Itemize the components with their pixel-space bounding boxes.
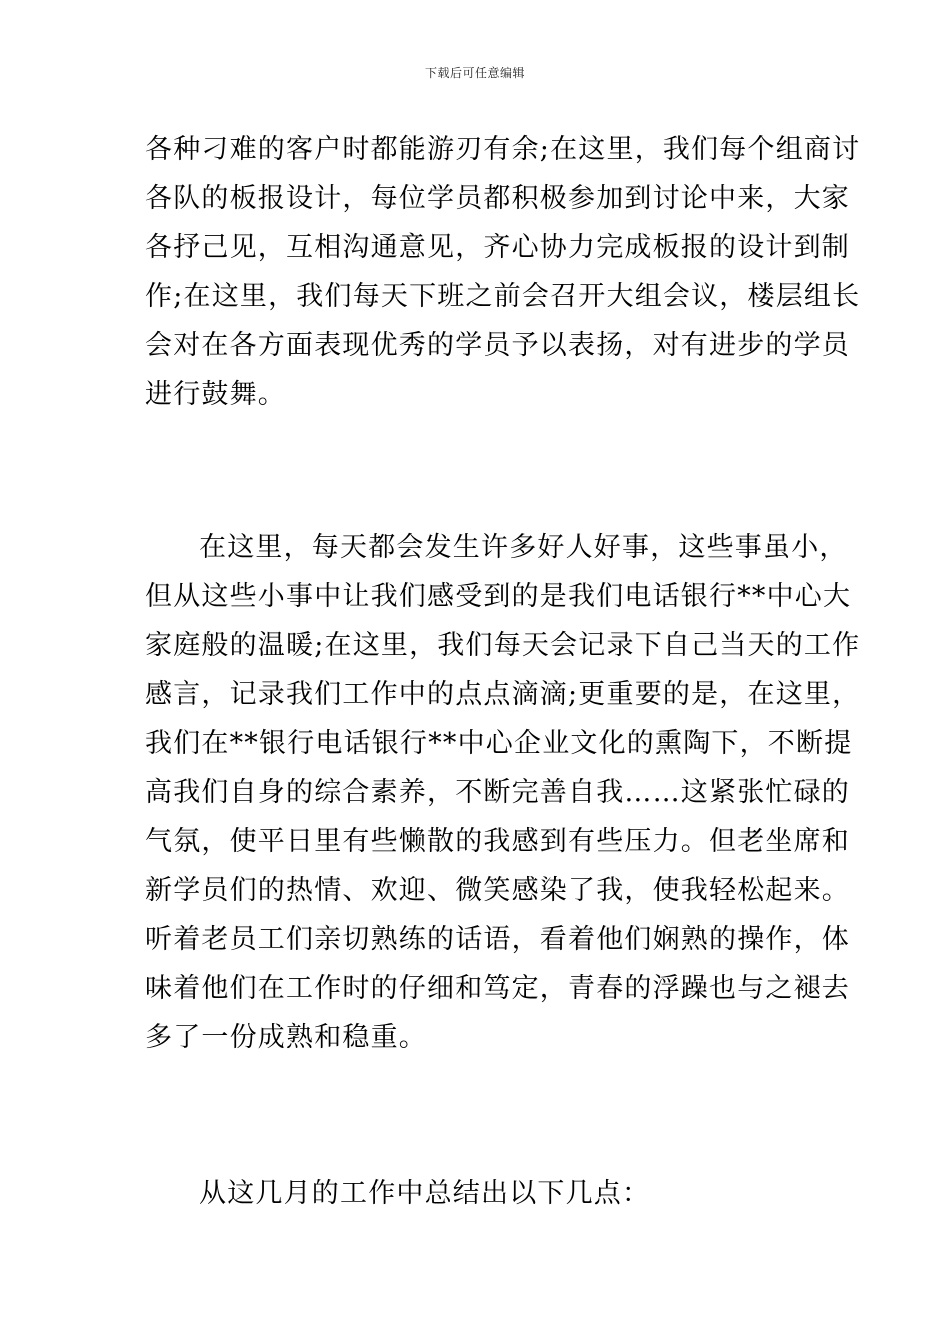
paragraph-2-line-11: 多了一份成熟和稳重。 bbox=[145, 1022, 427, 1053]
paragraph-2-line-5: 我们在**银行电话银行**中心企业文化的熏陶下，不断提 bbox=[145, 728, 853, 759]
header-note: 下载后可任意编辑 bbox=[424, 66, 525, 80]
paragraph-2-line-3: 家庭般的温暖;在这里，我们每天会记录下自己当天的工作 bbox=[145, 630, 861, 661]
paragraph-1-line-4: 作;在这里，我们每天下班之前会召开大组会议，楼层组长 bbox=[145, 281, 861, 312]
paragraph-1-line-5: 会对在各方面表现优秀的学员予以表扬，对有进步的学员 bbox=[145, 330, 850, 361]
paragraph-2-line-2: 但从这些小事中让我们感受到的是我们电话银行**中心大 bbox=[145, 581, 852, 612]
paragraph-1-line-2: 各队的板报设计，每位学员都积极参加到讨论中来，大家 bbox=[145, 183, 850, 214]
paragraph-2-line-10: 味着他们在工作时的仔细和笃定，青春的浮躁也与之褪去 bbox=[145, 973, 850, 1004]
paragraph-2-line-8: 新学员们的热情、欢迎、微笑感染了我，使我轻松起来。 bbox=[145, 875, 850, 906]
paragraph-2-line-7: 气氛，使平日里有些懒散的我感到有些压力。但老坐席和 bbox=[145, 826, 850, 857]
paragraph-3-line-1: 从这几月的工作中总结出以下几点： bbox=[199, 1178, 651, 1209]
paragraph-1-line-1: 各种刁难的客户时都能游刃有余;在这里，我们每个组商讨 bbox=[145, 134, 861, 165]
paragraph-2-line-6: 高我们自身的综合素养，不断完善自我……这紧张忙碌的 bbox=[145, 777, 850, 808]
paragraph-2-line-9: 听着老员工们亲切熟练的话语，看着他们娴熟的操作，体 bbox=[145, 924, 850, 955]
paragraph-1-line-6: 进行鼓舞。 bbox=[145, 379, 286, 410]
paragraph-2-line-4: 感言，记录我们工作中的点点滴滴;更重要的是，在这里， bbox=[145, 679, 861, 710]
paragraph-1-line-3: 各抒己见，互相沟通意见，齐心协力完成板报的设计到制 bbox=[145, 232, 850, 263]
paragraph-2-line-1: 在这里，每天都会发生许多好人好事，这些事虽小， bbox=[199, 532, 848, 563]
